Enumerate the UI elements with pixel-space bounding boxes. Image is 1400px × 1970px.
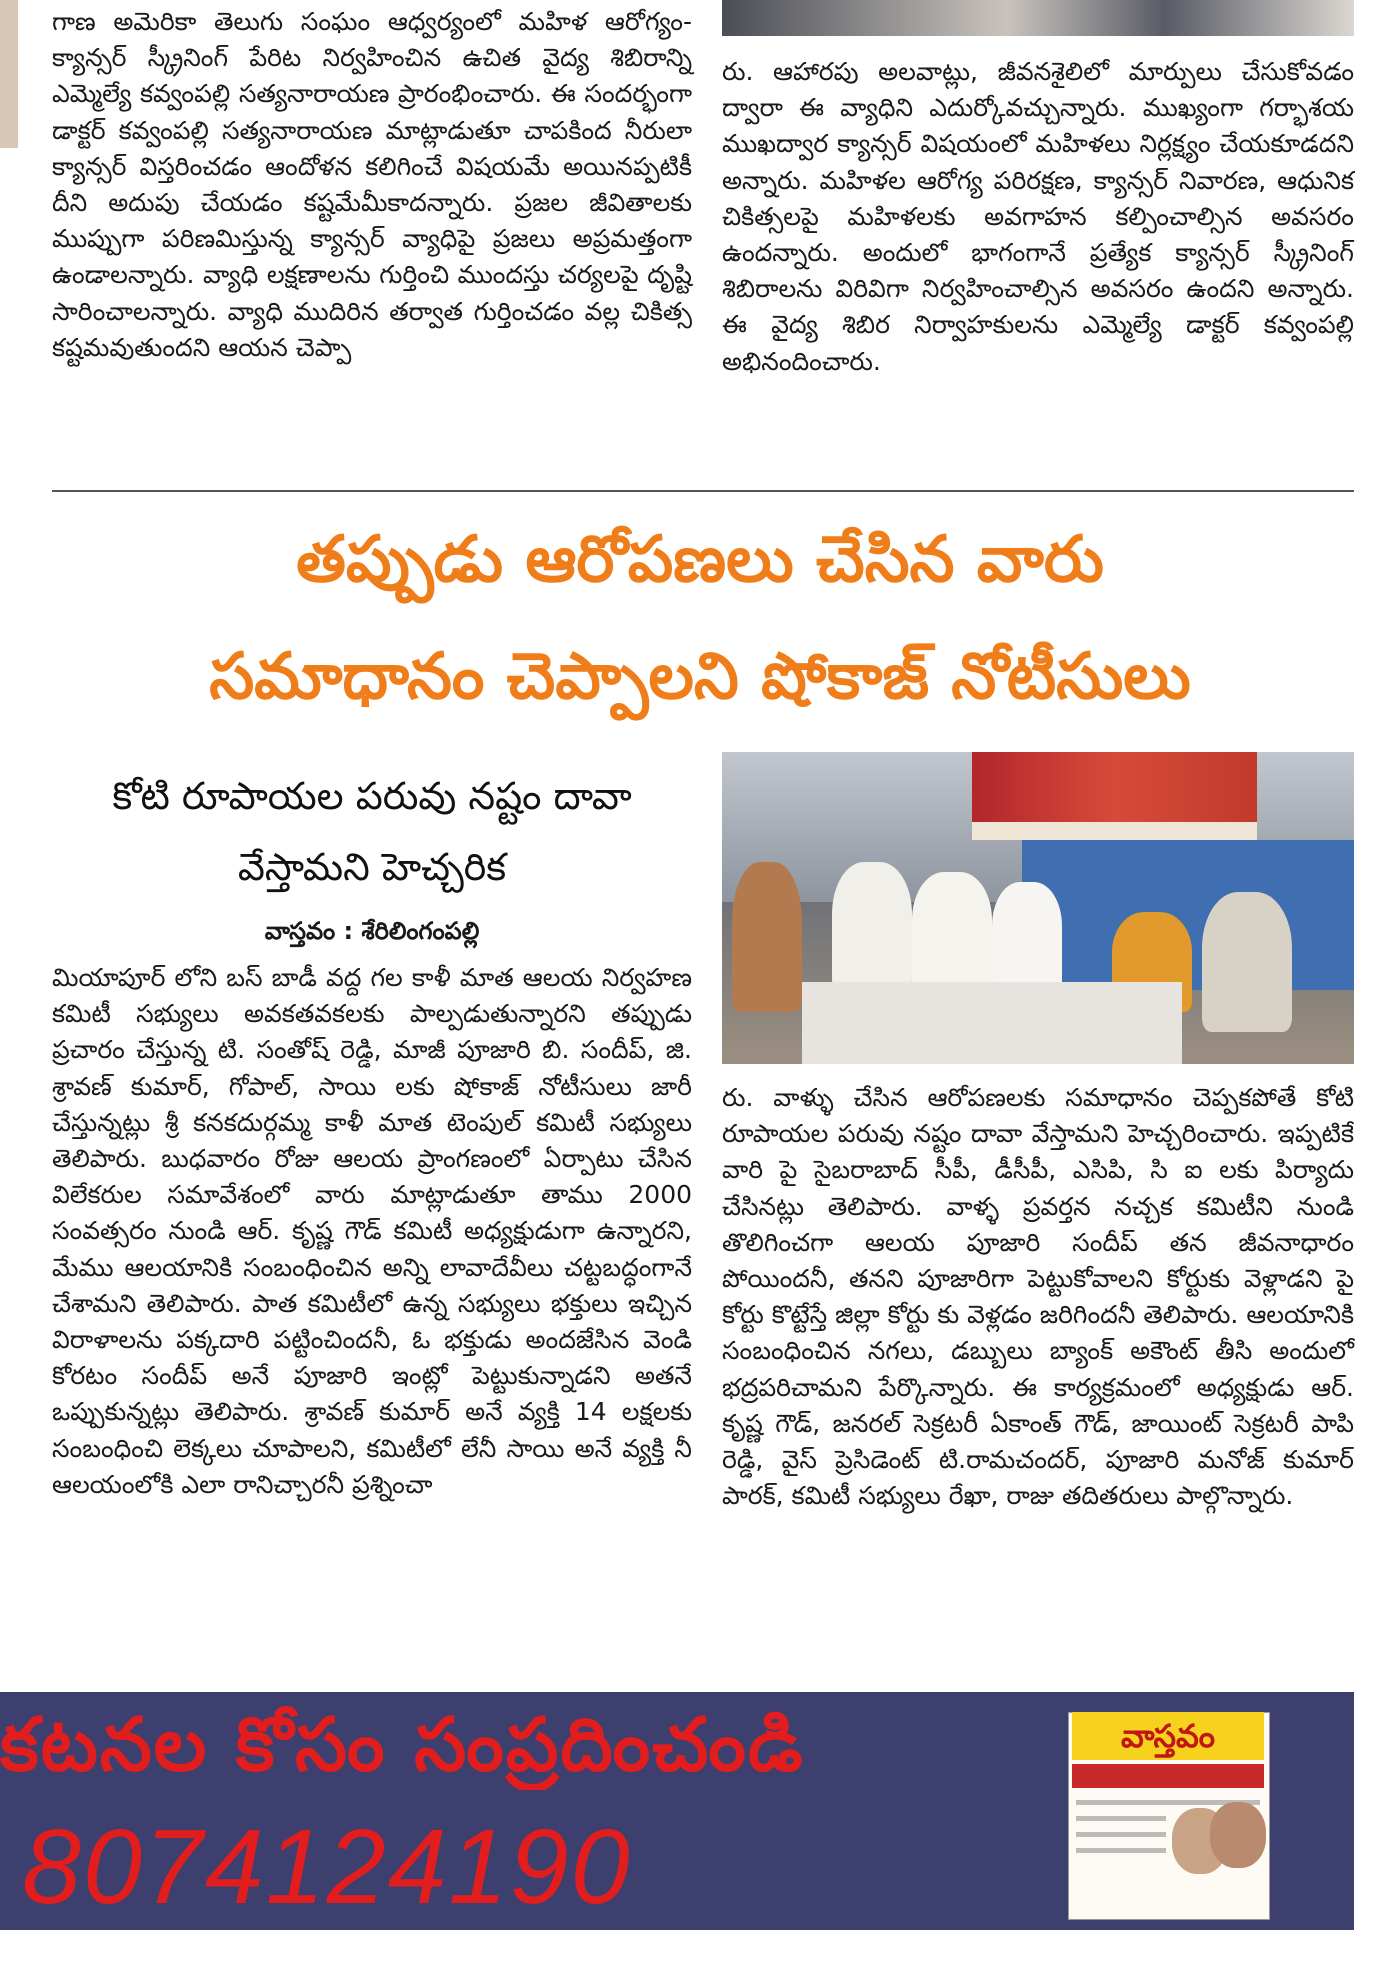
photo-person (832, 862, 912, 992)
photo-person (732, 862, 802, 1012)
advert-photo-face (1210, 1802, 1266, 1868)
top-story-right-column (722, 54, 1354, 380)
top-story-photo (722, 0, 1354, 36)
headline-line-1: తప్పుడు ఆరోపణలు చేసిన వారు (296, 523, 1104, 597)
advert-logo: వాస్తవం (1072, 1712, 1264, 1760)
advert-thumb-line (1076, 1848, 1166, 1853)
main-story-right-column (722, 1080, 1354, 1514)
photo-banner-strip (972, 822, 1257, 840)
press-meet-photo (722, 752, 1354, 1064)
section-divider (52, 490, 1354, 492)
subhead-line-1: కోటి రూపాయల పరువు నష్టం దావా (112, 774, 632, 818)
top-story-left-column (52, 4, 692, 366)
main-story-left-text: మియాపూర్ లోని బస్ బాడీ వద్ద గల కాళీ మాత ఆలయ నిర్వహణ కమిటీ సభ్యులు అవకతవకలకు పాల్పడుతున్నారని తప్పుడు ప్రచారం చేస్తున్న టి. సంతోష్ రెడ్డి, మాజీ పూజారి బి. సందీప్, జి. శ్రావణ్ కుమార్, గోపాల్, సాయి లకు షోకాజ్ నోటీసులు జారీ చేస్తున్నట్లు శ్రీ కనకదుర్గమ్మ కాళీ మాత టెంపుల్ కమిటీ సభ్యులు తెలిపారు. బుధవారం రోజు ఆలయ ప్రాంగణంలో ఏర్పాటు చేసిన విలేకరుల సమావేశంలో వారు మాట్లాడుతూ తాము 2000 సంవత్సరం నుండి ఆర్. కృష్ణ గౌడ్ కమిటీ అధ్యక్షుడుగా ఉన్నారని, మేము ఆలయానికి సంబంధించిన అన్ని లావాదేవీలు చట్టబద్ధంగానే చేశామని తెలిపారు. పాత కమిటీలో ఉన్న సభ్యులు భక్తులు ఇచ్చిన విరాళాలను పక్కదారి పట్టించిందనీ, ఓ భక్తుడు అందజేసిన వెండి కోరటం సందీప్ అనే పూజారి ఇంట్లో పెట్టుకున్నాడని అతనే ఒప్పుకున్నట్లు తెలిపారు. శ్రావణ్ కుమార్ అనే వ్యక్తి 14 లక్షలకు సంబంధించి లెక్కలు చూపాలని, కమిటీలో లేనీ సాయి అనే వ్యక్తి నీ ఆలయంలోకి ఎలా రానిచ్చారనీ ప్రశ్నించా (52, 963, 692, 1499)
advert-thumb-line (1076, 1816, 1166, 1821)
top-story-left-text: గాణ అమెరికా తెలుగు సంఘం ఆధ్వర్యంలో మహిళ ఆరోగ్యం- క్యాన్సర్ స్క్రీనింగ్ పేరిట నిర్వహించిన ఉచిత వైద్య శిబిరాన్ని ఎమ్మెల్యే కవ్వంపల్లి సత్యనారాయణ ప్రారంభించారు. ఈ సందర్భంగా డాక్టర్ కవ్వంపల్లి సత్యనారాయణ మాట్లాడుతూ చాపకింద నీరులా క్యాన్సర్ విస్తరించడం ఆందోళన కలిగించే విషయమే అయినప్పటికీ దీని అదుపు చేయడం కష్టమేమీకాదన్నారు. ప్రజల జీవితాలకు ముప్పుగా పరిణమిస్తున్న క్యాన్సర్ వ్యాధిపై ప్రజలు అప్రమత్తంగా ఉండాలన్నారు. వ్యాధి లక్షణాలను గుర్తించి ముందస్తు చర్యలపై దృష్టి సారించాలన్నారు. వ్యాధి ముదిరిన తర్వాత గుర్తించడం వల్ల చికిత్స కష్టమవుతుందని ఆయన చెప్పా (52, 7, 692, 362)
advert-thumb-line (1076, 1832, 1166, 1837)
main-story-left-column (52, 960, 692, 1503)
main-story-right-text: రు. వాళ్ళు చేసిన ఆరోపణలకు సమాధానం చెప్పకపోతే కోటి రూపాయల పరువు నష్టం దావా వేస్తామని హెచ్చరించారు. ఇప్పటికే వారి పై సైబరాబాద్ సీపీ, డీసీపీ, ఎసిపి, సి ఐ లకు పిర్యాదు చేసినట్లు తెలిపారు. వాళ్ళ ప్రవర్తన నచ్చక కమిటీని నుండి తొలిగించగా ఆలయ పూజారి సందీప్ తన జీవనాధారం పోయిందనీ, తనని పూజారిగా పెట్టుకోవాలని కోర్టుకు వెళ్లాడని పై కోర్టు కొట్టేస్తే జిల్లా కోర్టు కు వెళ్లడం జరిగిందనీ తెలిపారు. ఆలయానికి సంబంధించిన నగలు, డబ్బులు బ్యాంక్ అకౌంట్ తీసి అందులో భద్రపరిచామని పేర్కొన్నారు. ఈ కార్యక్రమంలో అధ్యక్షుడు ఆర్. కృష్ణ గౌడ్, జనరల్ సెక్రటరీ ఏకాంత్ గౌడ్, జాయింట్ సెక్రటరీ పాపి రెడ్డి, వైస్ ప్రెసిడెంట్ టి.రామచందర్, పూజారి మనోజ్ కుమార్ పారక్, కమిటీ సభ్యులు రేఖా, రాజు తదితరులు పాల్గొన్నారు. (722, 1083, 1354, 1511)
photo-banner (972, 752, 1257, 822)
photo-person (1202, 892, 1292, 1032)
dateline: వాస్తవం : శేరిలింగంపల్లి (264, 917, 480, 945)
photo-table (802, 982, 1182, 1064)
photo-person (992, 882, 1062, 992)
top-story-right-text: రు. ఆహారపు అలవాట్లు, జీవనశైలిలో మార్పులు చేసుకోవడం ద్వారా ఈ వ్యాధిని ఎదుర్కోవచ్చున్నారు. ముఖ్యంగా గర్భాశయ ముఖద్వార క్యాన్సర్ విషయంలో మహిళలు నిర్లక్ష్యం చేయకూడదని అన్నారు. మహిళల ఆరోగ్య పరిరక్షణ, క్యాన్సర్ నివారణ, ఆధునిక చికిత్సలపై మహిళలకు అవగాహన కల్పించాల్సిన అవసరం ఉందన్నారు. అందులో భాగంగానే ప్రత్యేక క్యాన్సర్ స్క్రీనింగ్ శిబిరాలను విరివిగా నిర్వహించాల్సిన అవసరం ఉందని అన్నారు. ఈ వైద్య శిబిర నిర్వాహకులను ఎమ్మెల్యే డాక్టర్ కవ్వంపల్లి అభినందించారు. (722, 57, 1354, 376)
photo-person (912, 872, 992, 992)
advert-thumb-bar (1072, 1764, 1264, 1788)
headline-line-2: సమాధానం చెప్పాలని షోకాజ్ నోటీసులు (209, 640, 1191, 714)
subhead-line-2: వేస్తామని హెచ్చరిక (237, 845, 507, 889)
advert-phone[interactable]: 8074124190 (22, 1808, 632, 1926)
edge-photo-fragment (0, 0, 18, 148)
advert-title: కటనల కోసం సంప్రదించండి (0, 1702, 805, 1788)
